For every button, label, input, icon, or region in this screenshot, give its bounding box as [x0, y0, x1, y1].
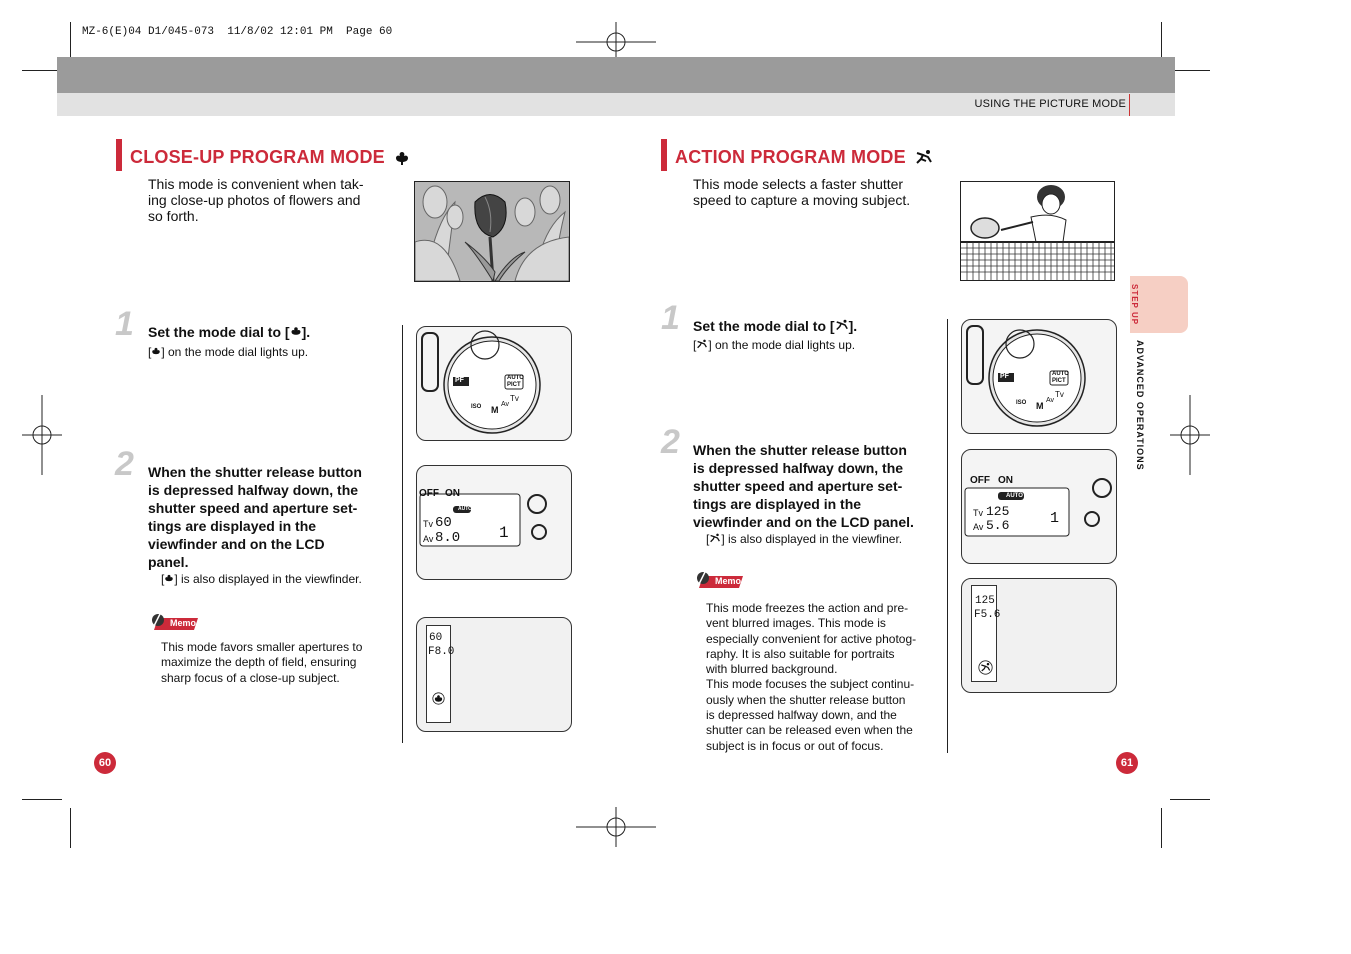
registration-mark — [1170, 395, 1210, 475]
dial-iso: ISO — [1016, 400, 1027, 406]
crop-mark — [70, 808, 71, 848]
running-header: USING THE PICTURE MODE — [974, 98, 1126, 110]
memo-label: Memo — [715, 576, 742, 586]
crop-mark — [1161, 22, 1162, 62]
section-label: ADVANCED OPERATIONS — [1135, 340, 1145, 471]
step1-heading: Set the mode dial to [ ]. — [148, 324, 311, 340]
column-divider — [947, 319, 948, 753]
print-header: MZ-6(E)04 D1/045-073 11/8/02 12:01 PM Page 60 — [82, 26, 393, 38]
lcd-on: ON — [445, 488, 460, 499]
step1-note: [ ] on the mode dial lights up. — [693, 338, 856, 352]
tennis-photo — [960, 181, 1115, 281]
header-rule — [1129, 94, 1130, 116]
title-accent-bar — [116, 139, 122, 171]
viewfinder-aperture: F8.0 — [428, 646, 455, 658]
viewfinder-shutter: 60 — [429, 632, 443, 644]
lcd-panel-illustration — [961, 449, 1117, 564]
memo-label: Memo — [170, 618, 197, 628]
crop-mark — [70, 22, 71, 62]
page-number: 60 — [94, 752, 116, 774]
lcd-auto: AUTO — [458, 506, 473, 512]
lcd-count: 1 — [499, 524, 509, 542]
dial-pict: PICT — [1052, 378, 1066, 384]
lcd-tv: Tv — [423, 519, 433, 529]
dial-m: M — [1036, 401, 1044, 411]
step2-note: [ ] is also displayed in the viewfiner. — [706, 532, 903, 546]
crop-mark — [22, 70, 62, 71]
step-up-label: STEP UP — [1130, 284, 1139, 326]
step-number: 1 — [661, 299, 680, 337]
flower-icon — [151, 346, 161, 356]
mode-dial-illustration — [961, 319, 1117, 434]
column-divider — [402, 325, 403, 743]
step2-note: [ ] is also displayed in the viewfinder. — [161, 572, 362, 586]
step-number: 2 — [115, 445, 134, 483]
lcd-av: Av — [973, 522, 984, 532]
step2-heading: When the shutter release button is depressed halfway down, the shutter speed and aperture set- tings are displayed in the viewfinder and on the LCD panel. — [148, 464, 362, 570]
lcd-off: OFF — [970, 475, 990, 486]
dial-auto: AUTO — [507, 375, 524, 381]
flower-icon — [394, 149, 410, 165]
viewfinder-shutter: 125 — [975, 595, 995, 607]
viewfinder-aperture: F5.6 — [974, 609, 1001, 621]
action-intro: This mode selects a faster shutter speed to capture a moving subject. — [693, 176, 911, 208]
dial-pf: PF — [455, 377, 464, 384]
step1-heading: Set the mode dial to [ ]. — [693, 318, 858, 334]
dial-pf: PF — [1000, 373, 1009, 380]
dial-pict: PICT — [507, 382, 521, 388]
lcd-on: ON — [998, 475, 1013, 486]
flower-icon — [432, 692, 445, 705]
memo-icon — [150, 612, 200, 634]
crop-mark — [1170, 799, 1210, 800]
lcd-shutter: 125 — [986, 504, 1010, 519]
lcd-shutter: 60 — [435, 515, 452, 531]
closeup-memo: This mode favors smaller apertures to maximize the depth of field, ensuring sharp focus of a close-up subject. — [161, 640, 363, 685]
closeup-intro: This mode is convenient when tak- ing close-up photos of flowers and so forth. — [148, 176, 364, 224]
runner-icon — [978, 660, 993, 675]
page-title-action: ACTION PROGRAM MODE — [675, 147, 933, 168]
crop-mark — [22, 799, 62, 800]
runner-icon — [696, 339, 708, 349]
dial-av: Av — [1046, 397, 1055, 404]
flower-icon — [164, 573, 174, 583]
lcd-aperture: 8.0 — [435, 530, 461, 546]
dial-tv: Tv — [510, 394, 519, 403]
title-accent-bar — [661, 139, 667, 171]
lcd-aperture: 5.6 — [986, 518, 1010, 533]
runner-icon — [709, 533, 721, 543]
header-band — [57, 57, 1175, 93]
step-number: 2 — [661, 423, 680, 461]
dial-av: Av — [501, 401, 510, 408]
flower-icon — [290, 325, 302, 337]
page-number: 61 — [1116, 752, 1138, 774]
step1-note: [ ] on the mode dial lights up. — [148, 345, 309, 359]
viewfinder-illustration — [416, 617, 572, 732]
lcd-auto: AUTO — [1006, 493, 1023, 499]
memo-icon — [695, 570, 745, 592]
runner-icon — [915, 149, 933, 165]
crop-mark — [1161, 808, 1162, 848]
action-memo: This mode freezes the action and pre- vent blurred images. This mode is especially convenient for active photog- raphy. It is also suitable for portraits with blurred background. This mode focuses the subject continu- ously when the shutter release button is depressed halfway down, and the shutter can be released even when the subject is in focus or out of focus. — [706, 601, 917, 753]
lcd-av: Av — [423, 534, 434, 544]
viewfinder-illustration — [961, 578, 1117, 693]
dial-iso: ISO — [471, 404, 482, 410]
mode-dial-illustration — [416, 326, 572, 441]
registration-mark — [576, 807, 656, 847]
tulip-photo — [414, 181, 570, 282]
lcd-panel-illustration — [416, 465, 572, 580]
step2-heading: When the shutter release button is depressed halfway down, the shutter speed and aperture set- tings are displayed in the viewfinder and on the LCD panel. — [693, 442, 914, 530]
lcd-count: 1 — [1050, 510, 1060, 527]
lcd-off: OFF — [419, 488, 439, 499]
registration-mark — [22, 395, 62, 475]
step-number: 1 — [115, 305, 134, 343]
dial-auto: AUTO — [1052, 371, 1069, 377]
lcd-tv: Tv — [973, 508, 983, 518]
dial-m: M — [491, 405, 499, 415]
page-title-closeup: CLOSE-UP PROGRAM MODE — [130, 147, 410, 168]
dial-tv: Tv — [1055, 390, 1064, 399]
runner-icon — [835, 319, 849, 331]
registration-mark — [576, 22, 656, 62]
crop-mark — [1170, 70, 1210, 71]
